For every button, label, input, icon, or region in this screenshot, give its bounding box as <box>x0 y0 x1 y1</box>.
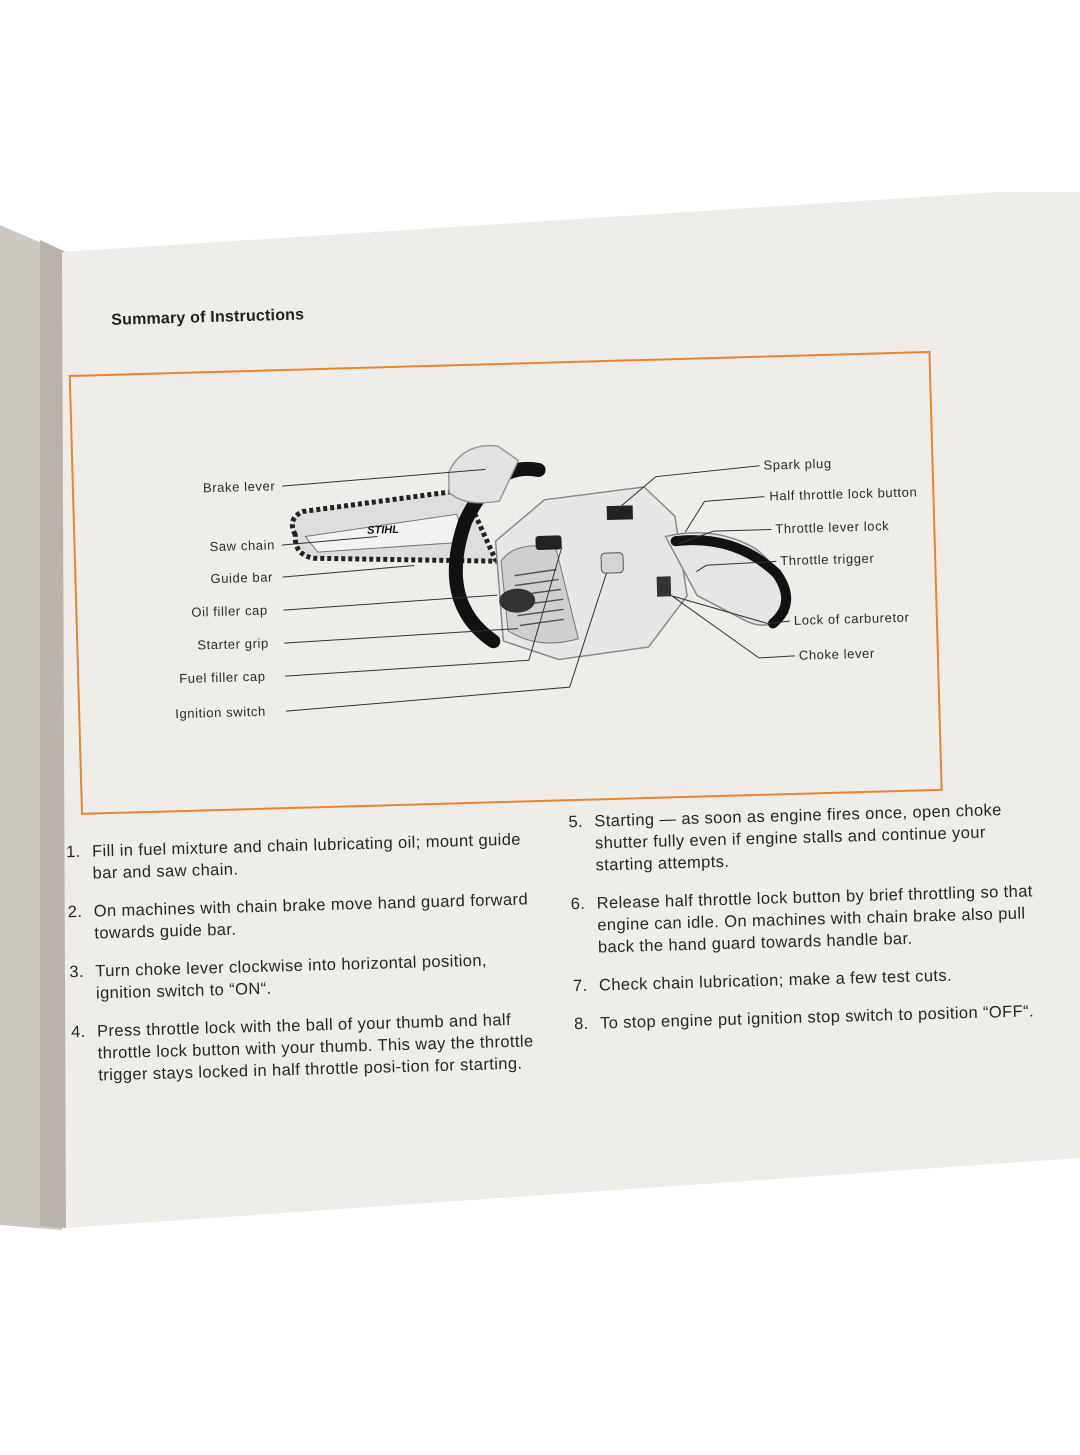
instruction-number: 5. <box>568 812 584 832</box>
instruction-text: Check chain lubrication; make a few test cuts. <box>598 966 953 995</box>
label-saw-chain: Saw chain <box>209 537 276 555</box>
instruction-number: 1. <box>65 842 81 862</box>
instruction-number: 6. <box>570 894 586 914</box>
instruction-item <box>71 1008 543 1087</box>
label-lock-of-carburetor: Lock of carburetor <box>793 609 910 628</box>
instruction-text: Press throttle lock with the ball of your thumb and half throttle lock button with your thumb. This way the throttle trigger stays locked in half throttle posi-tion for starting. <box>96 1010 534 1085</box>
label-throttle-lever-lock: Throttle lever lock <box>775 518 890 537</box>
instruction-number: 4. <box>70 1022 86 1042</box>
instruction-text: Fill in fuel mixture and chain lubricating oil; mount guide bar and saw chain. <box>91 830 522 883</box>
label-oil-filler-cap: Oil filler cap <box>191 602 268 620</box>
label-fuel-filler-cap: Fuel filler cap <box>179 668 266 687</box>
hand-guard-drawing <box>448 445 520 504</box>
page-title: Summary of Instructions <box>110 306 305 329</box>
instruction-item <box>69 948 540 1005</box>
label-spark-plug: Spark plug <box>763 455 832 473</box>
label-choke-lever: Choke lever <box>798 645 876 663</box>
label-half-throttle-lock-button: Half throttle lock button <box>769 484 918 504</box>
instruction-text: Release half throttle lock button by brief throttling so that engine can idle. On machines with chain brake also pull back the hand guard towards handle bar. <box>596 882 1034 957</box>
instruction-text: On machines with chain brake move hand guard forward towards guide bar. <box>93 890 529 943</box>
instruction-item <box>573 962 1043 997</box>
instruction-number: 8. <box>573 1014 589 1034</box>
label-starter-grip: Starter grip <box>197 635 270 653</box>
instruction-text: Starting — as soon as engine fires once, open choke shutter fully even if engine stalls and continue your starting attempts. <box>594 801 1002 875</box>
instructions-right-column <box>568 798 1045 1051</box>
label-throttle-trigger: Throttle trigger <box>779 550 875 569</box>
instruction-text: Turn choke lever clockwise into horizontal position, ignition switch to “ON“. <box>95 951 488 1003</box>
stihl-logo-bar: STIHL <box>367 523 400 537</box>
engine-body-drawing <box>494 486 689 661</box>
instruction-item <box>570 880 1042 959</box>
label-ignition-switch: Ignition switch <box>175 703 267 722</box>
instruction-number: 3. <box>69 962 85 982</box>
instruction-item <box>67 888 538 945</box>
instruction-number: 7. <box>572 976 588 996</box>
label-guide-bar: Guide bar <box>210 569 274 587</box>
instructions-left-column <box>66 828 543 1103</box>
instruction-item <box>568 798 1040 877</box>
instruction-number: 2. <box>67 902 83 922</box>
instruction-text: To stop engine put ignition stop switch to position “OFF“. <box>599 1002 1035 1033</box>
instruction-item <box>574 1000 1044 1035</box>
label-brake-lever: Brake lever <box>202 478 276 496</box>
